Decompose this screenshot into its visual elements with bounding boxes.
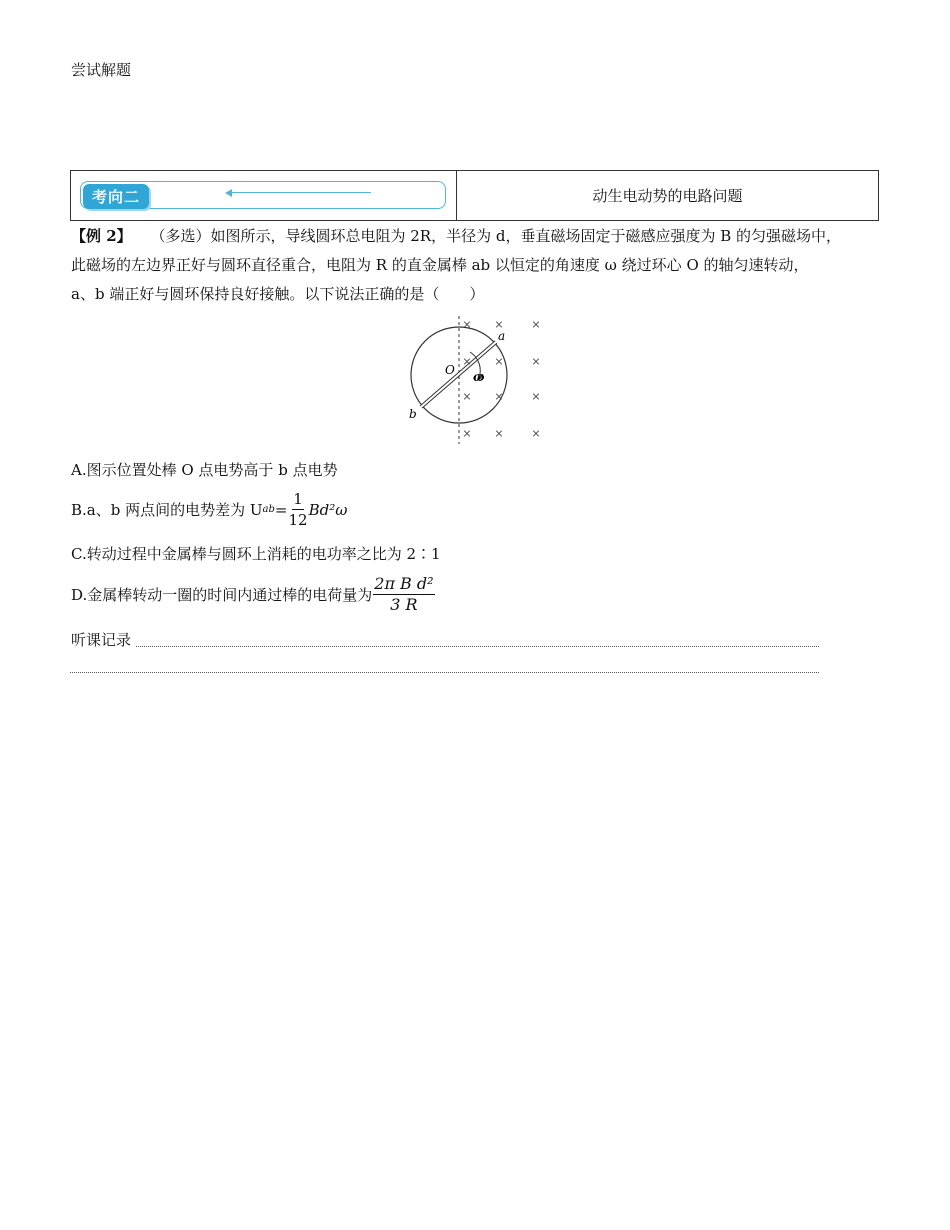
option-b-fraction — [288, 489, 307, 530]
notes-label: 听课记录 — [71, 631, 132, 649]
arrow-left-icon — [225, 189, 232, 197]
option-b-eq: = — [274, 500, 288, 519]
notes-line-2 — [70, 672, 819, 673]
option-b-denominator: 12 — [288, 511, 308, 529]
metal-rod-inner — [421, 342, 496, 407]
label-O: O — [445, 363, 455, 377]
cross: × — [531, 427, 541, 440]
cross: × — [462, 390, 472, 403]
topic-table — [70, 170, 879, 221]
example-label: 【例 2】 — [71, 227, 132, 245]
cross: × — [494, 355, 504, 368]
example-line-2: 此磁场的左边界正好与圆环直径重合，电阻为 R 的直金属棒 ab 以恒定的角速度 ω 绕过环心 O 的轴匀速转动， — [71, 256, 809, 274]
option-d — [71, 574, 436, 615]
cross: × — [494, 427, 504, 440]
label-b: b — [409, 407, 417, 421]
cross: × — [462, 427, 472, 440]
example-multi: （多选） — [150, 227, 211, 245]
example-text-1: 如图所示，导线圆环总电阻为 2R，半径为 d，垂直磁场固定于磁感应强度为 B 的匀强磁场中， — [210, 227, 842, 245]
cross: × — [462, 318, 472, 331]
physics-figure — [400, 312, 560, 448]
notes-line-1 — [136, 646, 819, 647]
topic-title: 动生电动势的电路问题 — [592, 187, 743, 205]
option-d-denominator: 3 R — [390, 595, 418, 614]
example-line-1 — [71, 222, 881, 251]
label-omega: ω — [473, 370, 485, 384]
cross: × — [494, 390, 504, 403]
option-b-prefix: B.a、b 两点间的电势差为 U — [71, 501, 263, 519]
option-d-prefix: D.金属棒转动一圈的时间内通过棒的电荷量为 — [71, 586, 373, 604]
option-b — [71, 489, 347, 530]
topic-badge: 考向二 — [83, 184, 149, 209]
option-c: C.转动过程中金属棒与圆环上消耗的电功率之比为 2∶1 — [71, 545, 441, 563]
option-b-sub: ab — [262, 504, 275, 515]
cross: × — [531, 390, 541, 403]
option-b-suffix: Bd²ω — [308, 500, 348, 519]
cross: × — [531, 355, 541, 368]
option-d-fraction — [373, 574, 434, 615]
cross: × — [531, 318, 541, 331]
label-a: a — [498, 329, 506, 343]
topic-badge-cell — [71, 171, 457, 220]
option-d-numerator: 2π B d² — [374, 574, 434, 593]
arrow-line — [231, 192, 371, 193]
cross: × — [494, 318, 504, 331]
section-title: 尝试解题 — [71, 61, 132, 79]
example-line-3: a、b 端正好与圆环保持良好接触。以下说法正确的是（ ） — [71, 285, 485, 303]
option-b-numerator: 1 — [293, 490, 303, 508]
cross: × — [462, 355, 472, 368]
option-a: A.图示位置处棒 O 点电势高于 b 点电势 — [71, 461, 338, 479]
